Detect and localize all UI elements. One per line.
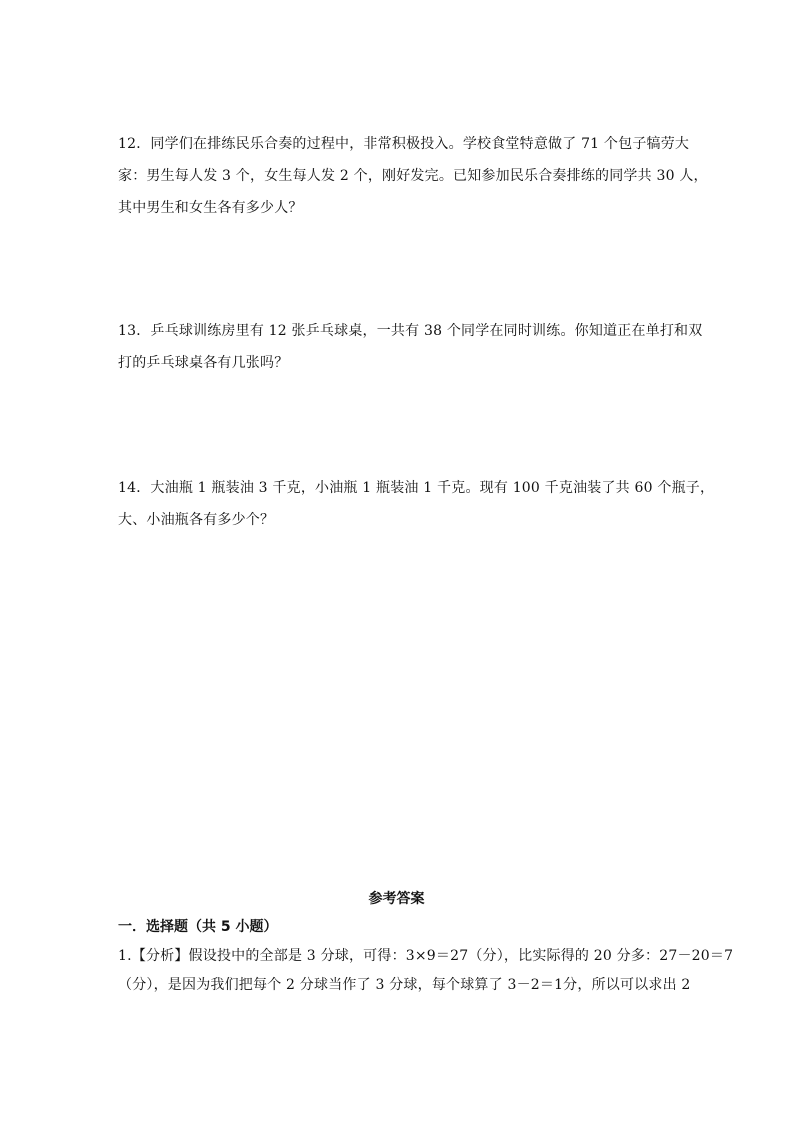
question-text-line: 其中男生和女生各有多少人？ bbox=[118, 200, 303, 216]
question-text-line: 大、小油瓶各有多少个？ bbox=[118, 512, 275, 528]
question-text-line: 14．大油瓶 1 瓶装油 3 千克，小油瓶 1 瓶装油 1 千克。现有 100 千克油装了共 60 个瓶子， bbox=[118, 480, 715, 496]
answer-text-line: （分），是因为我们把每个 2 分球当作了 3 分球，每个球算了 3－2＝1分，所以可以求出 2 bbox=[118, 977, 691, 993]
question-text-line: 12．同学们在排练民乐合奏的过程中，非常积极投入。学校食堂特意做了 71 个包子犒劳大 bbox=[118, 136, 690, 152]
answer-title: 参考答案 bbox=[368, 891, 425, 907]
section-title: 一．选择题（共 5 小题） bbox=[118, 919, 278, 935]
answer-text-line: 1.【分析】假设投中的全部是 3 分球，可得：3×9＝27（分），比实际得的 20 分多：27－20＝7 bbox=[118, 948, 734, 964]
question-text-line: 打的乒乓球桌各有几张吗？ bbox=[118, 355, 289, 371]
question-text-line: 13．乒乓球训练房里有 12 张乒乓球桌，一共有 38 个同学在同时训练。你知道正在单打和双 bbox=[118, 323, 703, 339]
question-text-line: 家：男生每人发 3 个，女生每人发 2 个，刚好发完。已知参加民乐合奏排练的同学共 30 人， bbox=[118, 168, 708, 184]
